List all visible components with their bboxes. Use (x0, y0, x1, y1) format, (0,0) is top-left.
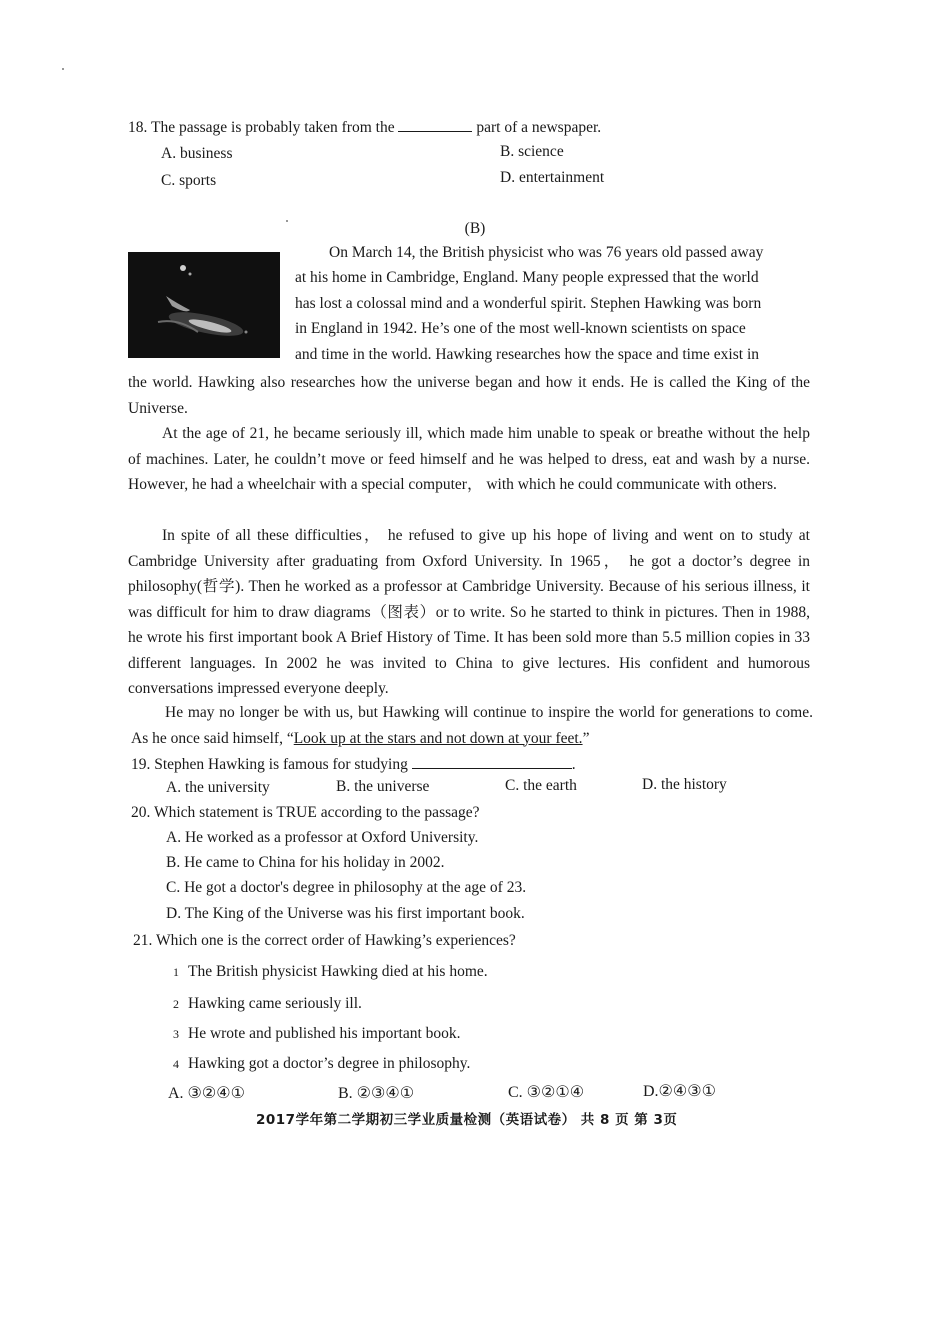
q18-option-a: A. business (161, 145, 233, 162)
q20-option-c: C. He got a doctor's degree in philosophy at the age of 23. (166, 879, 527, 896)
q18-option-c: C. sports (161, 172, 217, 189)
passage-line: in England in 1942. He’s one of the most well-known scientists on space (295, 320, 746, 337)
answer-blank (412, 754, 572, 769)
q20-option-b: B. He came to China for his holiday in 2002. (166, 854, 445, 871)
hawking-quote: Look up at the stars and not down at your feet. (293, 729, 583, 747)
q19-option-b: B. the universe (336, 778, 430, 795)
q18-option-d: D. entertainment (500, 169, 605, 186)
event-number: 4 (173, 1057, 179, 1071)
passage-paragraph-2: At the age of 21, he became seriously ill, which made him unable to speak or breathe without the help of machines. Later, he couldn’t move or feed himself and he was helped to dress, eat and wash by a nurse. However, he had a wheelchair with a special computer， with which he could communicate with others. (128, 425, 810, 493)
passage-line: and time in the world. Hawking researches how the space and time exist in (295, 346, 760, 363)
q20-option-a: A. He worked as a professor at Oxford University. (166, 829, 479, 846)
passage-line: On March 14, the British physicist who was 76 years old passed away (329, 244, 764, 261)
q21-event (173, 1055, 470, 1073)
q18-option-b: B. science (500, 143, 564, 160)
page-footer: 2017学年第二学期初三学业质量检测（英语试卷） 共 8 页 第 3页 (256, 1112, 678, 1128)
section-label: (B) (464, 220, 486, 237)
answer-blank (398, 117, 472, 132)
passage-paragraph-4 (131, 700, 813, 751)
scan-speck (62, 68, 64, 70)
question-18-stem: 18. The passage is probably taken from the (128, 119, 395, 136)
q19-option-c: C. the earth (505, 777, 577, 794)
q19-option-d: D. the history (642, 776, 727, 793)
question-18 (128, 117, 601, 137)
event-text: Hawking got a doctor’s degree in philosophy. (188, 1055, 471, 1072)
event-number: 2 (173, 997, 179, 1011)
passage-paragraph-3: In spite of all these difficulties， he refused to give up his hope of living and went on to study at Cambridge University after graduating from Oxford University. In 1965， he got a doctor’s degree in philosophy(哲学). Then he worked as a professor at Cambridge University. Because of his serious illness, it was difficult for him to draw diagrams（图表）or to write. So he started to think in pictures. Then in 1988, he wrote his first important book A Brief History of Time. It has been sold more than 5.5 million copies in 33 different languages. In 2002 he was invited to China to give lectures. His confident and humorous conversations impressed everyone deeply. (128, 527, 810, 697)
passage-line: has lost a colossal mind and a wonderful spirit. Stephen Hawking was born (295, 295, 762, 312)
question-18-stem-end: part of a newspaper. (476, 119, 602, 136)
question-19 (131, 754, 576, 774)
q21-option-b: B. ②③④① (338, 1085, 415, 1102)
event-number: 3 (173, 1027, 179, 1041)
hawking-photo (128, 252, 280, 358)
question-19-stem: 19. Stephen Hawking is famous for studying (131, 756, 408, 773)
q21-option-d: D.②④③① (643, 1083, 716, 1100)
question-20: 20. Which statement is TRUE according to the passage? (131, 804, 480, 821)
question-19-period: . (571, 756, 576, 773)
q20-option-d: D. The King of the Universe was his first important book. (166, 905, 525, 922)
event-text: Hawking came seriously ill. (188, 995, 362, 1012)
event-text: The British physicist Hawking died at his home. (188, 963, 488, 980)
q21-event (173, 995, 362, 1013)
event-text: He wrote and published his important book. (188, 1025, 461, 1042)
q19-option-a: A. the university (166, 779, 270, 796)
passage-paragraph-1-rest: the world. Hawking also researches how the universe began and how it ends. He is called the King of the Universe. (128, 374, 810, 417)
question-21: 21. Which one is the correct order of Hawking’s experiences? (133, 932, 516, 949)
paragraph-4-text: He may no longer be with us, but Hawking will continue to inspire the world for generations to come. As he once said himself, “ (131, 704, 813, 747)
quote-close: ” (582, 729, 590, 747)
q21-event (173, 963, 488, 981)
passage-line: at his home in Cambridge, England. Many people expressed that the world (295, 269, 759, 286)
q21-option-c: C. ③②①④ (508, 1084, 585, 1101)
q21-option-a: A. ③②④① (168, 1085, 245, 1102)
hawking-photo-icon (128, 252, 280, 358)
event-number: 1 (173, 965, 179, 979)
q21-event (173, 1025, 461, 1043)
